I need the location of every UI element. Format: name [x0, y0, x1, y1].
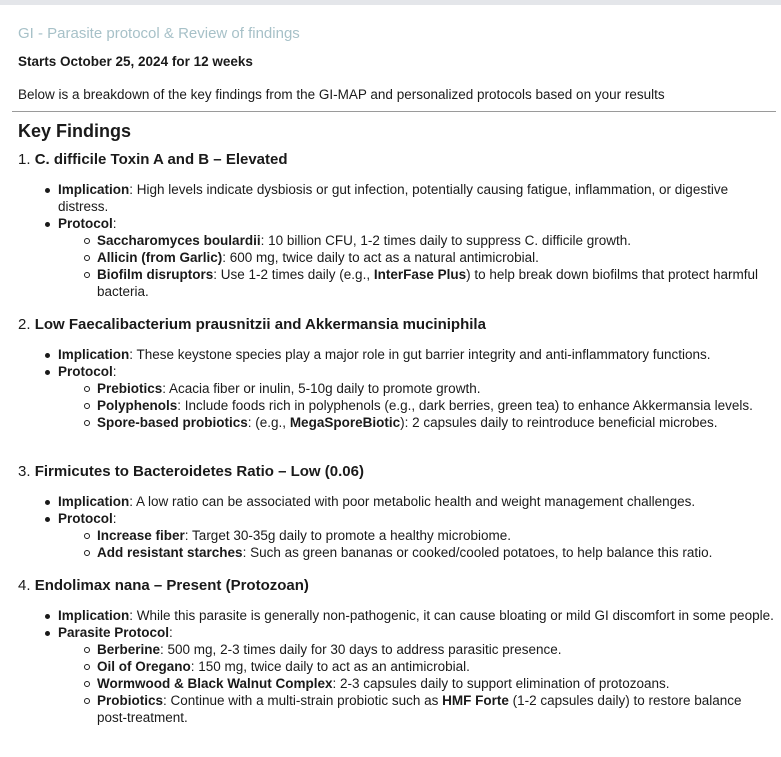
product-name: HMF Forte [442, 693, 509, 708]
protocol-label: Protocol [58, 216, 113, 231]
implication-text: : A low ratio can be associated with poor metabolic health and weight management challenges. [129, 494, 696, 509]
protocol-item [18, 624, 774, 726]
step-text: : 150 mg, twice daily to act as an antimicrobial. [190, 659, 470, 674]
protocol-step [58, 641, 774, 658]
finding-title [18, 316, 774, 333]
protocol-step [58, 658, 774, 675]
implication-label: Implication [58, 182, 130, 197]
implication-text: : These keystone species play a major role in gut barrier integrity and anti-inflammatory functions. [129, 347, 711, 362]
finding-title [18, 463, 774, 480]
step-label: Saccharomyces boulardii [97, 233, 261, 248]
implication-label: Implication [58, 494, 130, 509]
start-date-line: Starts October 25, 2024 for 12 weeks [18, 54, 253, 69]
step-text: : 10 billion CFU, 1-2 times daily to suppress C. difficile growth. [260, 233, 631, 248]
finding-bullets [18, 607, 774, 726]
implication-text: : High levels indicate dysbiosis or gut infection, potentially causing fatigue, inflammation, or digestive distress. [58, 182, 729, 214]
finding-number: 4. [18, 577, 31, 594]
finding-number: 2. [18, 316, 31, 333]
step-text: : 2-3 capsules daily to support elimination of protozoans. [332, 676, 670, 691]
step-text-cont: ) to help break down biofilms that protect harmful bacteria. [97, 267, 759, 299]
protocol-step [58, 544, 774, 561]
product-name: MegaSporeBiotic [289, 415, 401, 430]
step-label: Berberine [97, 642, 161, 657]
protocol-step [58, 414, 774, 431]
step-text: : Use 1-2 times daily (e.g., [213, 267, 374, 282]
step-label: Wormwood & Black Walnut Complex [97, 676, 333, 691]
step-text-cont: ): 2 capsules daily to reintroduce beneficial microbes. [400, 415, 718, 430]
finding-section-1 [18, 151, 774, 300]
step-text: : Such as green bananas or cooked/cooled potatoes, to help balance this ratio. [242, 545, 713, 560]
protocol-step [58, 397, 774, 414]
protocol-item [18, 215, 774, 300]
protocol-colon: : [112, 364, 117, 379]
finding-bullets [18, 181, 774, 300]
protocol-item [18, 510, 774, 561]
product-name: InterFase Plus [373, 267, 467, 282]
protocol-label: Protocol [58, 364, 113, 379]
protocol-step [58, 266, 774, 300]
intro-paragraph: Below is a breakdown of the key findings from the GI-MAP and personalized protocols based on your results [18, 87, 665, 102]
protocol-list [58, 232, 774, 300]
protocol-list [58, 641, 774, 726]
finding-title-text: Endolimax nana – Present (Protozoan) [34, 577, 309, 594]
implication-item [18, 181, 774, 215]
step-text: : Include foods rich in polyphenols (e.g., dark berries, green tea) to enhance Akkermansia levels. [177, 398, 753, 413]
step-label: Oil of Oregano [97, 659, 191, 674]
protocol-item [18, 363, 774, 431]
protocol-list [58, 380, 774, 431]
key-findings-heading: Key Findings [18, 121, 132, 141]
implication-item [18, 346, 774, 363]
step-label: Polyphenols [97, 398, 178, 413]
protocol-step [58, 232, 774, 249]
step-label: Add resistant starches [97, 545, 243, 560]
implication-label: Implication [58, 608, 130, 623]
step-label: Prebiotics [97, 381, 163, 396]
section-divider [12, 111, 776, 112]
finding-section-2 [18, 316, 774, 431]
finding-section-3 [18, 463, 774, 561]
finding-title-text: Low Faecalibacterium prausnitzii and Akkermansia muciniphila [34, 316, 486, 333]
protocol-label: Protocol [58, 511, 113, 526]
finding-title-text: Firmicutes to Bacteroidetes Ratio – Low (0.06) [34, 463, 364, 480]
protocol-step [58, 692, 774, 726]
step-text: : 600 mg, twice daily to act as a natural antimicrobial. [222, 250, 539, 265]
step-label: Biofilm disruptors [97, 267, 214, 282]
step-label: Allicin (from Garlic) [97, 250, 223, 265]
finding-number: 1. [18, 151, 31, 168]
implication-item [18, 493, 774, 510]
implication-label: Implication [58, 347, 130, 362]
document-title: GI - Parasite protocol & Review of findings [18, 25, 300, 42]
finding-bullets [18, 493, 774, 561]
implication-item [18, 607, 774, 624]
implication-text: : While this parasite is generally non-pathogenic, it can cause bloating or mild GI discomfort in some people. [129, 608, 774, 623]
protocol-colon: : [112, 216, 117, 231]
protocol-step [58, 380, 774, 397]
protocol-colon: : [169, 625, 173, 640]
step-label: Probiotics [97, 693, 164, 708]
step-text: : Target 30-35g daily to promote a healthy microbiome. [184, 528, 511, 543]
finding-bullets [18, 346, 774, 431]
step-label: Spore-based probiotics [97, 415, 248, 430]
protocol-colon: : [112, 511, 117, 526]
protocol-step [58, 249, 774, 266]
protocol-label: Parasite Protocol [58, 625, 170, 640]
finding-title [18, 151, 774, 168]
step-text: : Acacia fiber or inulin, 5-10g daily to promote growth. [162, 381, 481, 396]
top-border [0, 0, 781, 5]
step-text: : Continue with a multi-strain probiotic such as [163, 693, 443, 708]
step-text: : 500 mg, 2-3 times daily for 30 days to address parasitic presence. [160, 642, 562, 657]
finding-section-4 [18, 577, 774, 726]
finding-number: 3. [18, 463, 31, 480]
finding-title-text: C. difficile Toxin A and B – Elevated [34, 151, 288, 168]
protocol-step [58, 527, 774, 544]
finding-title [18, 577, 774, 594]
step-text: : (e.g., [247, 415, 290, 430]
protocol-list [58, 527, 774, 561]
protocol-step [58, 675, 774, 692]
step-text-cont: (1-2 capsules daily) to restore balance post-treatment. [97, 693, 742, 725]
step-label: Increase fiber [97, 528, 185, 543]
